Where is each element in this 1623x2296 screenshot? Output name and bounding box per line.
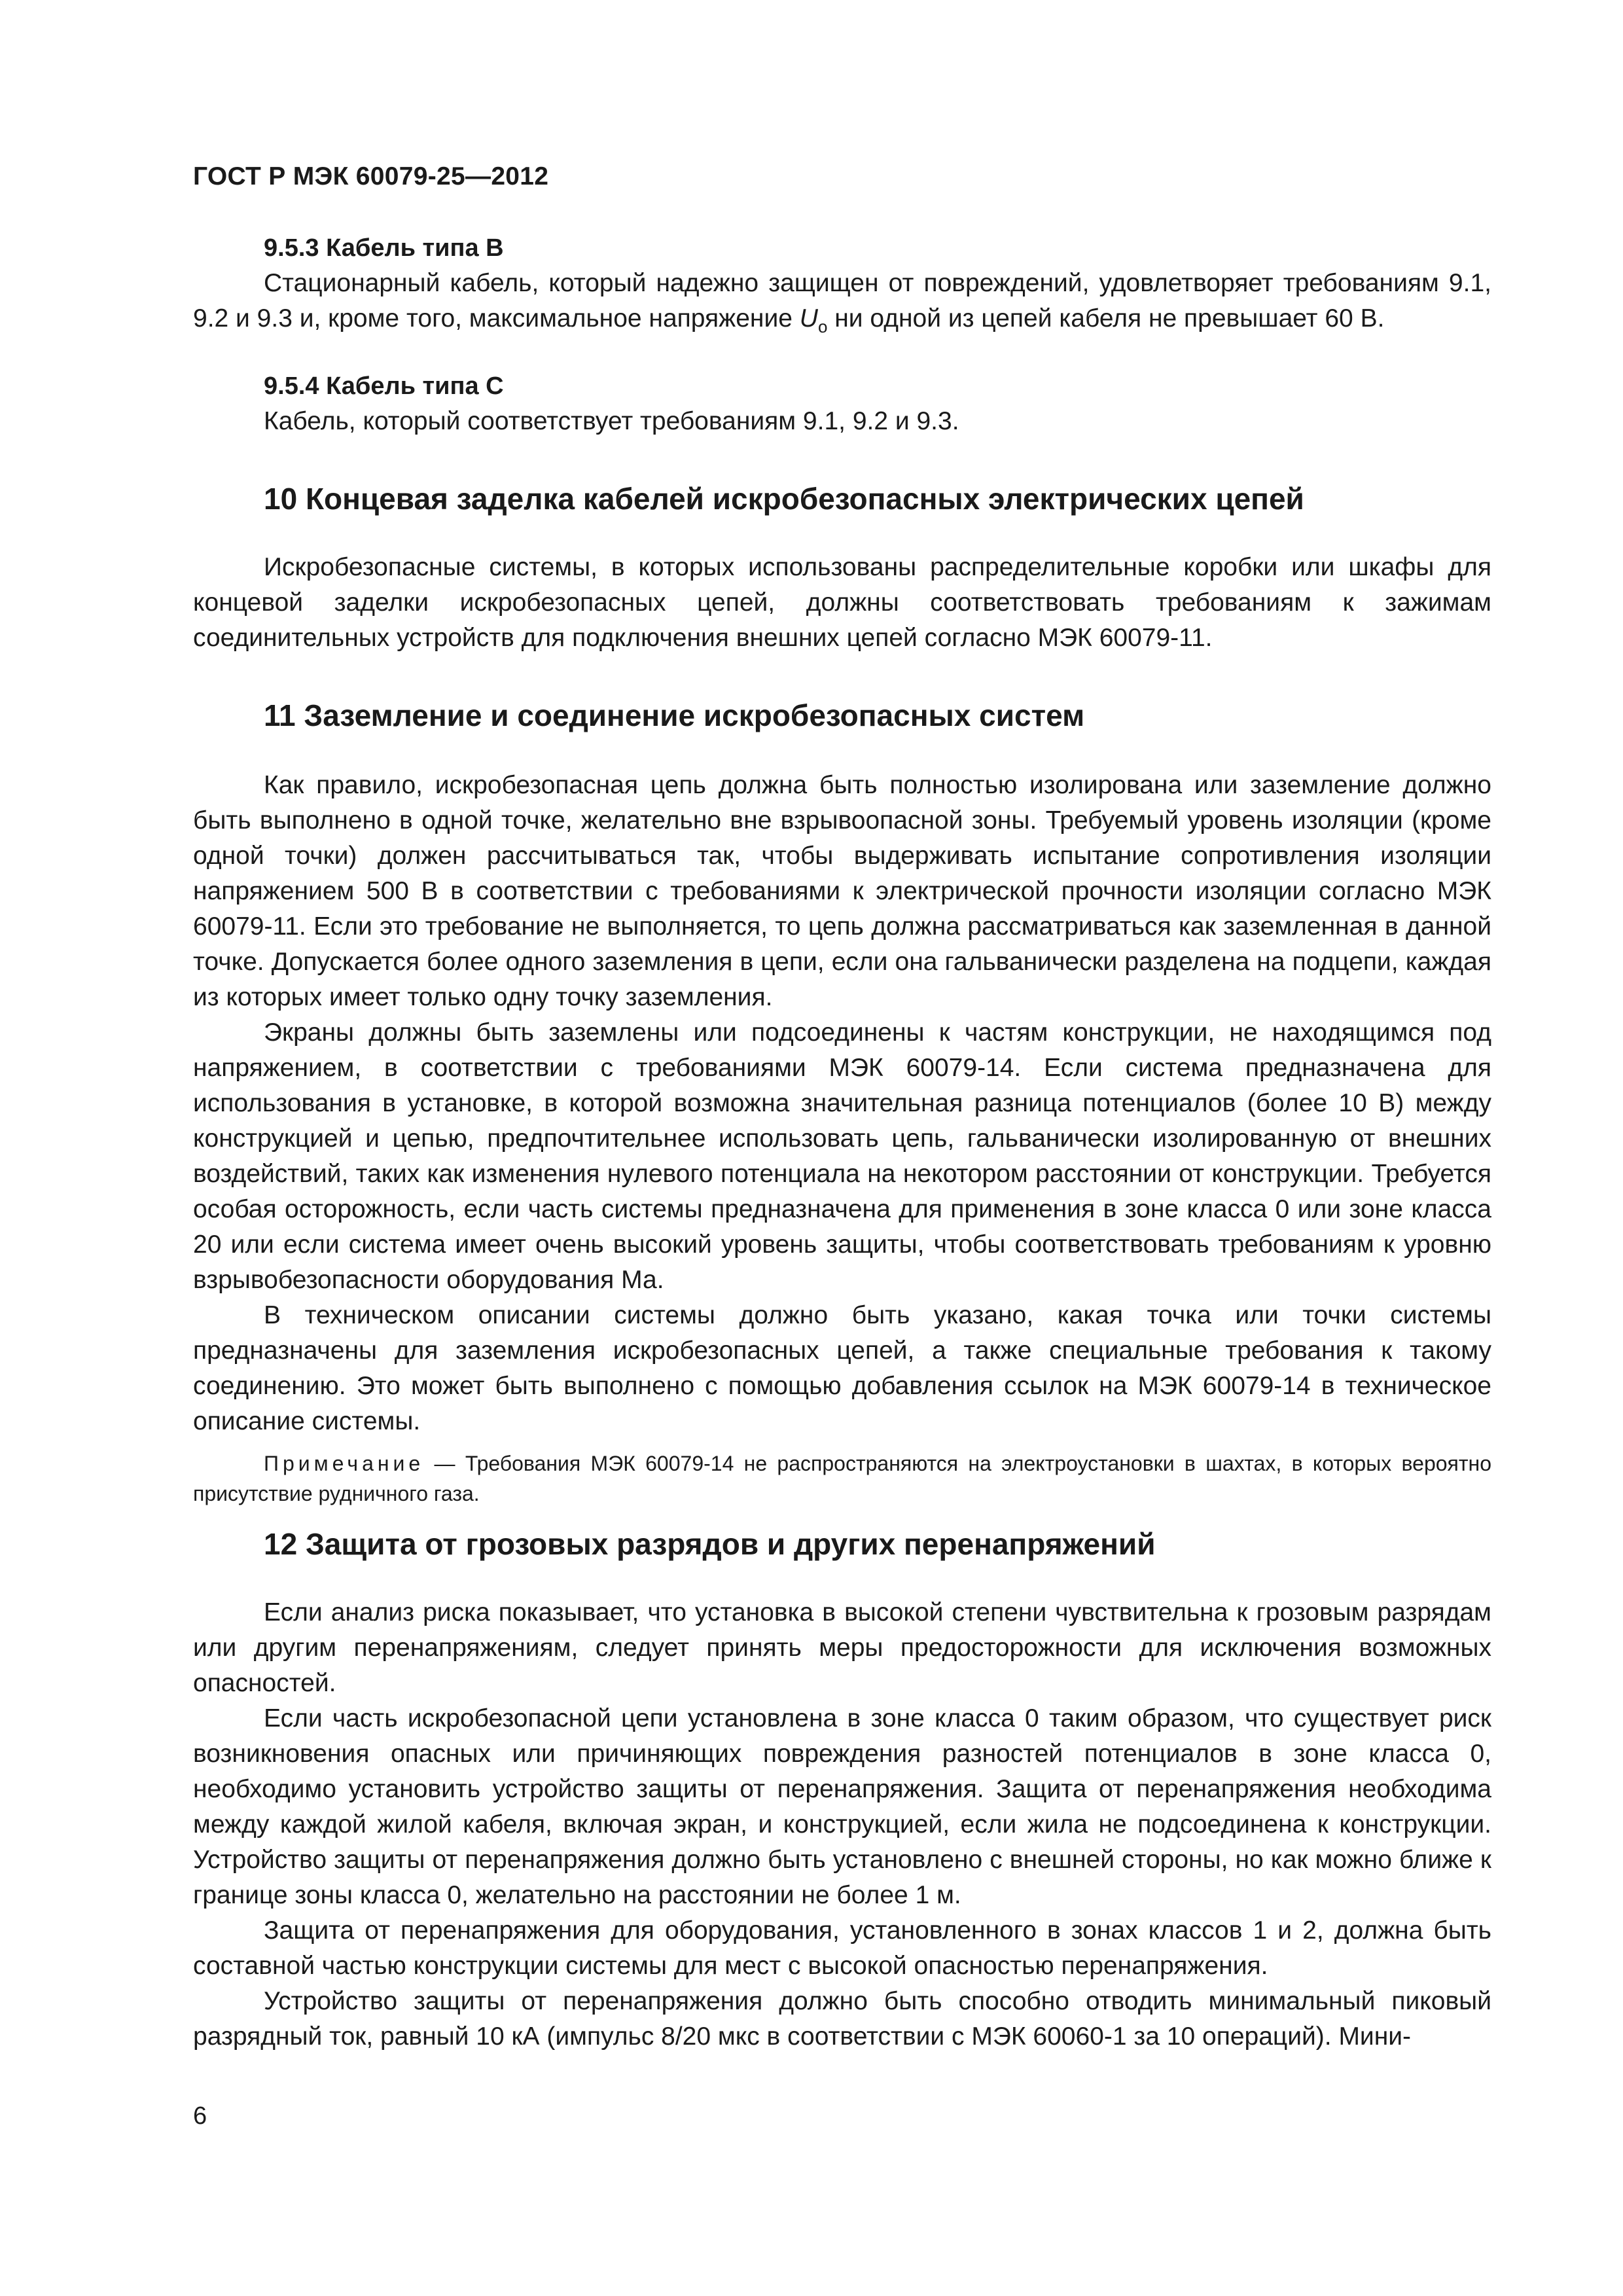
note-label: Примечание xyxy=(264,1452,425,1475)
section-10-body xyxy=(193,550,1491,656)
paragraph: Защита от перенапряжения для оборудования, установленного в зонах классов 1 и 2, должна быть составной частью конструкции системы для мест с высокой опасностью перенапряжения. xyxy=(193,1916,1491,1980)
note xyxy=(193,1448,1491,1509)
variable-u: U xyxy=(799,304,818,332)
paragraph: Если анализ риска показывает, что установка в высокой степени чувствительна к грозовым разрядам или другим перенапряжениям, следует принять меры предосторожности для исключения возможных опасностей. xyxy=(193,1598,1491,1697)
section-11 xyxy=(193,698,1491,733)
section-12-body xyxy=(193,1595,1491,2054)
note-text: — Требования МЭК 60079-14 не распространяются на электроустановки в шахтах, в которых вероятно присутствие рудничного газа. xyxy=(193,1452,1491,1505)
text-run: Стационарный кабель, который надежно защищен от повреждений, удовлетворяет требованиям 9.1, 9.2 и 9.3 и, кроме того, максимальное напряжение xyxy=(193,269,1491,332)
section-12 xyxy=(193,1526,1491,1562)
section-9-5-3 xyxy=(193,230,1491,344)
paragraph: Кабель, который соответствует требованиям 9.1, 9.2 и 9.3. xyxy=(264,407,959,435)
section-title: 12 Защита от грозовых разрядов и других перенапряжений xyxy=(264,1527,1156,1561)
section-9-5-4 xyxy=(193,368,1491,439)
variable-subscript: o xyxy=(817,316,828,336)
paragraph: В техническом описании системы должно быть указано, какая точка или точки системы предназначены для заземления искробезопасных цепей, а также специальные требования к такому соединению. Это может быть выполнено с помощью добавления ссылок на МЭК 60079-14 в техническое описание системы. xyxy=(193,1301,1491,1435)
paragraph: Как правило, искробезопасная цепь должна быть полностью изолирована или заземление должно быть выполнено в одной точке, желательно вне взрывоопасной зоны. Требуемый уровень изоляции (кроме одной точки) должен рассчитываться так, чтобы выдерживать испытание сопротивления изоляции напряжением 500 В в соответствии с требованиями к электрической прочности изоляции согласно МЭК 60079-11. Если это требование не выполняется, то цепь должна рассматриваться как заземленная в данной точке. Допускается более одного заземления в цепи, если она гальванически разделена на подцепи, каждая из которых имеет только одну точку заземления. xyxy=(193,771,1491,1011)
section-title: 10 Концевая заделка кабелей искробезопасных электрических цепей xyxy=(264,482,1304,516)
text-run: ни одной из цепей кабеля не превышает 60 В. xyxy=(827,304,1385,332)
page-number: 6 xyxy=(193,2102,207,2130)
subsection-title: 9.5.3 Кабель типа В xyxy=(264,234,504,262)
paragraph: Устройство защиты от перенапряжения должно быть способно отводить минимальный пиковый разрядный ток, равный 10 кА (импульс 8/20 мкс в соответствии с МЭК 60060-1 за 10 операций). Мини- xyxy=(193,1987,1491,2051)
section-title: 11 Заземление и соединение искробезопасных систем xyxy=(264,698,1085,732)
paragraph: Искробезопасные системы, в которых использованы распределительные коробки или шкафы для концевой заделки искробезопасных цепей, должны соответствовать требованиям к зажимам соединительных устройств для подключения внешних цепей согласно МЭК 60079-11. xyxy=(193,553,1491,652)
paragraph xyxy=(193,266,1491,344)
paragraph: Если часть искробезопасной цепи установлена в зоне класса 0 таким образом, что существует риск возникновения опасных или причиняющих повреждения разностей потенциалов в зоне класса 0, необходимо установить устройство защиты от перенапряжения. Защита от перенапряжения необходима между каждой жилой кабеля, включая экран, и конструкцией, если жила не подсоединена к конструкции. Устройство защиты от перенапряжения должно быть установлено с внешней стороны, но как можно ближе к границе зоны класса 0, желательно на расстоянии не более 1 м. xyxy=(193,1704,1491,1909)
subsection-title: 9.5.4 Кабель типа С xyxy=(264,372,504,400)
section-10 xyxy=(193,481,1491,516)
section-11-body xyxy=(193,768,1491,1509)
document-header: ГОСТ Р МЭК 60079-25—2012 xyxy=(193,162,549,190)
paragraph: Экраны должны быть заземлены или подсоединены к частям конструкции, не находящимся под напряжением, в соответствии с требованиями МЭК 60079-14. Если система предназначена для использования в установке, в которой возможна значительная разница потенциалов (более 10 В) между конструкцией и цепью, предпочтительнее использовать цепь, гальванически изолированную от внешних воздействий, таких как изменения нулевого потенциала на некотором расстоянии от конструкции. Требуется особая осторожность, если часть системы предназначена для применения в зоне класса 0 или зоне класса 20 или если система имеет очень высокий уровень защиты, чтобы соответствовать требованиям к уровню взрывобезопасности оборудования Ма. xyxy=(193,1018,1491,1294)
